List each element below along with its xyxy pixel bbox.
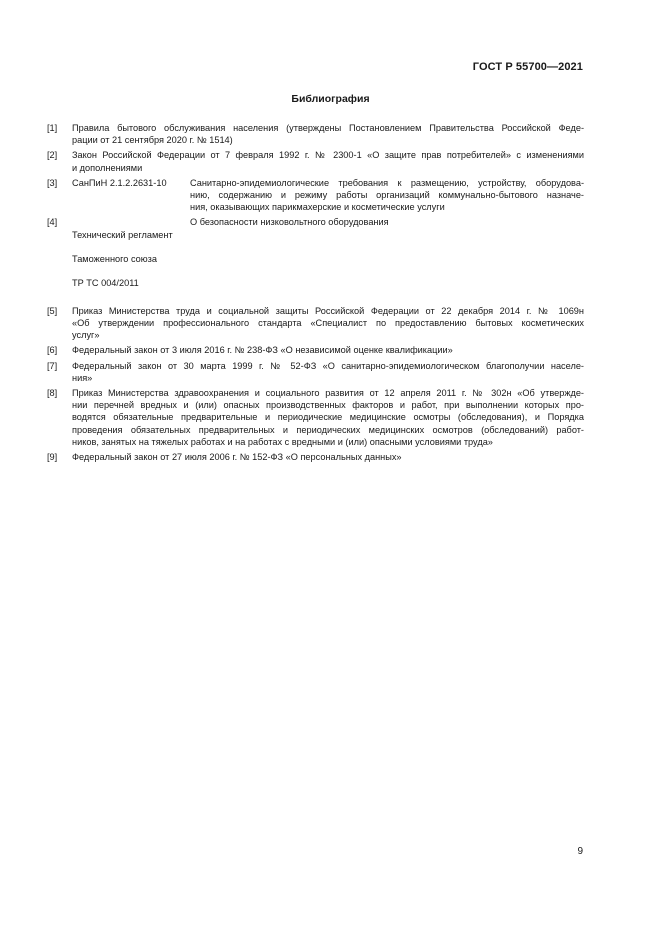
entry-line: Федеральный закон от 27 июля 2006 г. № 152-ФЗ «О персональных данных» [72, 452, 402, 463]
entry-line: Правила бытового обслуживания населения (утверждены Постановлением Правительства Российской Феде- [72, 123, 584, 133]
entry-line: ников, занятых на тяжелых работах и на работах с вредными и (или) опасными условиями труда» [72, 436, 493, 447]
entry-text [190, 177, 584, 214]
entry-line: Таможенного союза [72, 254, 157, 265]
bibliography-entry [47, 387, 584, 448]
entry-line: Приказ Министерства труда и социальной защиты Российской Федерации от 22 декабря 2014 г. № 1069н [72, 305, 584, 316]
entry-text [72, 360, 584, 384]
entry-number: [8] [47, 388, 58, 399]
entry-number: [9] [47, 452, 58, 463]
bibliography-entry [47, 122, 584, 146]
section-title: Библиография [291, 93, 370, 105]
entry-line: водятся обязательные предварительные и периодические медицинские осмотры (обследования), и Порядка [72, 412, 584, 423]
page-number: 9 [577, 846, 583, 857]
entry-document-code [72, 216, 190, 301]
entry-line: О безопасности низковольтного оборудования [190, 217, 389, 228]
document-code: ГОСТ Р 55700—2021 [472, 61, 583, 73]
entry-text [72, 451, 584, 463]
entry-line: услуг» [72, 330, 100, 341]
entry-line: Федеральный закон от 3 июля 2016 г. № 238-ФЗ «О независимой оценке квалификации» [72, 345, 453, 356]
bibliography-entry [47, 344, 584, 356]
entry-line: ния» [72, 372, 93, 383]
entry-text [72, 305, 584, 342]
entry-text [72, 122, 584, 146]
bibliography-entry [47, 305, 584, 342]
entry-line: рации от 21 сентября 2020 г. № 1514) [72, 135, 233, 146]
entry-line: нию, содержанию и режиму работы организаций коммунально-бытового назначе- [190, 190, 584, 201]
entry-line: ТР ТС 004/2011 [72, 278, 139, 289]
entry-number: [2] [47, 150, 58, 161]
bibliography-entry [47, 216, 584, 301]
entry-line: и дополнениями [72, 162, 143, 173]
entry-line: проведения обязательных предварительных и периодических медицинских осмотров (обследований) работ- [72, 424, 584, 435]
entry-number: [6] [47, 345, 58, 356]
entry-number: [7] [47, 360, 58, 371]
entry-line: ния, оказывающих парикмахерские и косметические услуги [190, 202, 445, 213]
bibliography-list [47, 122, 584, 466]
entry-line: Федеральный закон от 30 марта 1999 г. № 52-ФЗ «О санитарно-эпидемиологическом благополучии населе- [72, 360, 584, 371]
entry-line: Санитарно-эпидемиологические требования к размещению, устройству, оборудова- [190, 177, 584, 188]
entry-number: [3] [47, 177, 58, 188]
entry-number: [4] [47, 217, 58, 228]
entry-text [72, 149, 584, 173]
entry-line: Приказ Министерства здравоохранения и социального развития от 12 апреля 2011 г. № 302н «Об утвержде- [72, 388, 584, 399]
entry-text [72, 344, 584, 356]
bibliography-entry [47, 177, 584, 214]
entry-line: Технический регламент [72, 229, 173, 240]
bibliography-entry [47, 360, 584, 384]
entry-text [72, 387, 584, 448]
entry-line: Закон Российской Федерации от 7 февраля 1992 г. № 2300-1 «О защите прав потребителей» с изменениями [72, 150, 584, 161]
entry-number: [5] [47, 305, 58, 316]
bibliography-entry [47, 451, 584, 463]
bibliography-entry [47, 149, 584, 173]
entry-line: «Об утверждении профессионального стандарта «Специалист по предоставлению бытовых косметических [72, 318, 584, 329]
entry-number: [1] [47, 123, 58, 133]
entry-text [190, 216, 584, 301]
entry-document-code: СанПиН 2.1.2.2631-10 [72, 177, 167, 188]
entry-line: нии перечней вредных и (или) опасных производственных факторов и работ, при выполнении которых про- [72, 400, 584, 411]
